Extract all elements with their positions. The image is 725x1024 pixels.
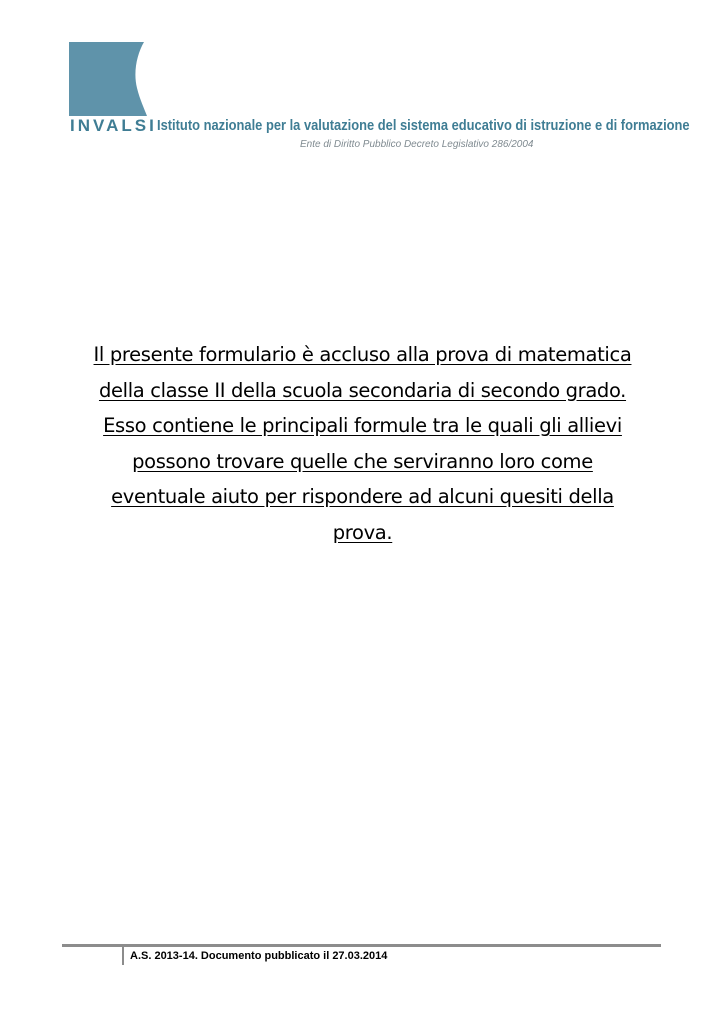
notice-paragraph (60, 337, 665, 550)
notice-line: eventuale aiuto per rispondere ad alcuni quesiti della (111, 485, 614, 508)
invalsi-logo-icon (69, 42, 147, 116)
notice-line: possono trovare quelle che serviranno loro come (132, 449, 593, 473)
notice-line: della classe II della scuola secondaria di secondo grado. (98, 378, 627, 402)
footer-text: A.S. 2013-14. Documento pubblicato il 27.03.2014 (130, 950, 388, 962)
notice-line: Il presente formulario è accluso alla prova di matematica (93, 343, 632, 366)
brand-name: INVALSI (70, 116, 157, 135)
footer-rule (62, 944, 661, 947)
notice-line: Esso contiene le principali formule tra le quali gli allievi (103, 414, 622, 437)
brand-subtitle: Ente di Diritto Pubblico Decreto Legislativo 286/2004 (300, 139, 534, 150)
notice-line: prova. (332, 520, 393, 544)
brand-full-name: Istituto nazionale per la valutazione del sistema educativo di istruzione e di formazione (157, 117, 690, 134)
footer-divider (122, 947, 124, 965)
